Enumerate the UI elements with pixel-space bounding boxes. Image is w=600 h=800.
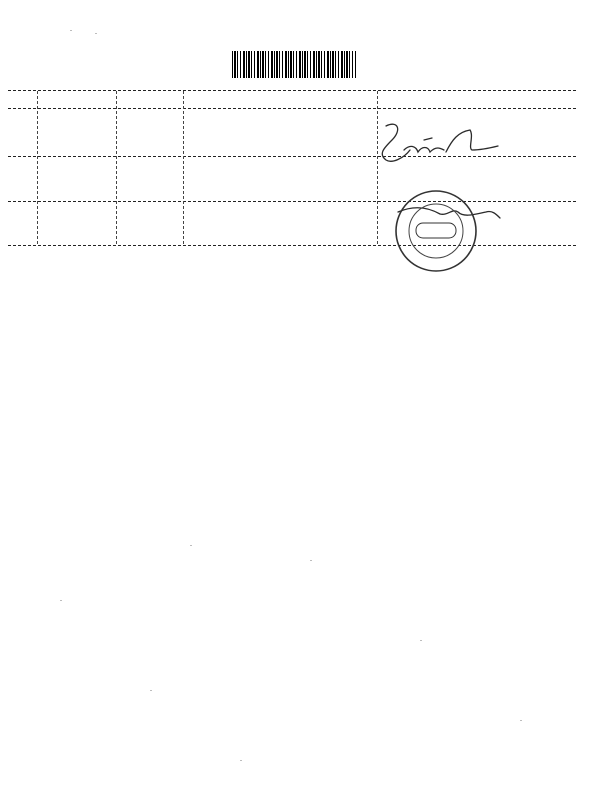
col-divider-3: [183, 91, 184, 244]
scan-speck: [240, 760, 242, 761]
header-bottom-rule: [8, 108, 576, 109]
scan-speck: [70, 30, 72, 31]
row-rule-2: [8, 201, 576, 202]
scan-speck: [150, 690, 152, 691]
scan-speck: [520, 720, 522, 721]
col-divider-2: [116, 91, 117, 244]
barcode: [232, 51, 356, 78]
entry-stamp: [393, 188, 479, 274]
scan-speck: [95, 33, 97, 34]
col-divider-1: [37, 91, 38, 244]
scan-speck: [190, 545, 192, 546]
signature-scribble: [0, 0, 600, 260]
col-divider-4: [377, 91, 378, 244]
row-rule-1: [8, 156, 576, 157]
scan-speck: [310, 560, 312, 561]
scan-speck: [60, 600, 62, 601]
scan-speck: [420, 640, 422, 641]
table-top-rule: [8, 90, 576, 91]
table-bottom-rule: [8, 245, 576, 246]
